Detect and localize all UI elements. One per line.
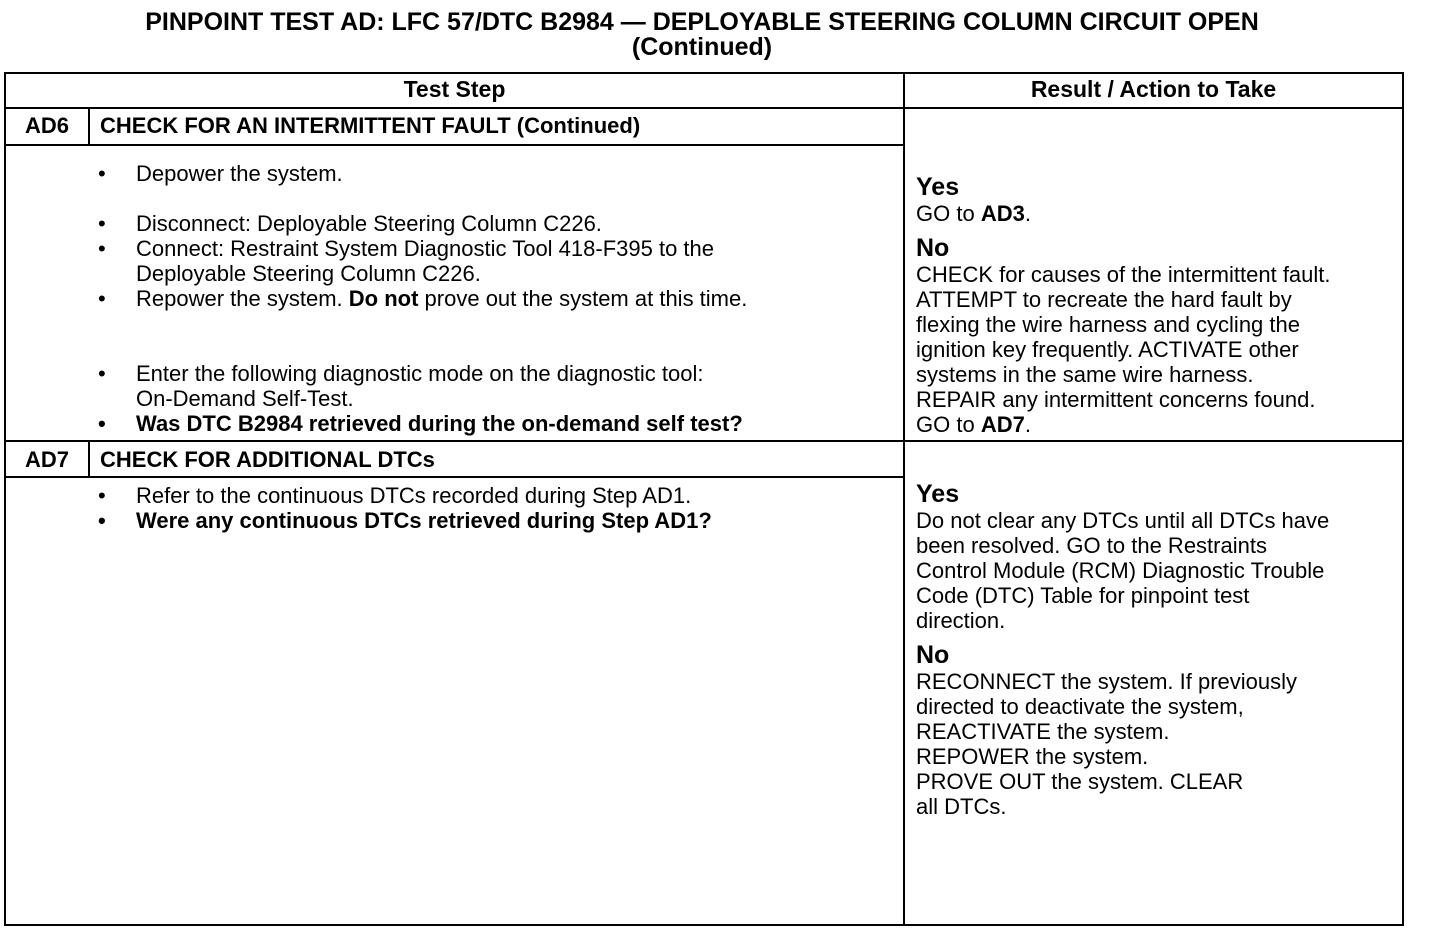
result-no-line: ATTEMPT to recreate the hard fault by <box>916 287 1292 312</box>
result-no-line: systems in the same wire harness. <box>916 362 1254 387</box>
header-divider <box>4 107 1404 109</box>
list-item: • Connect: Restraint System Diagnostic Tool 418-F395 to the Deployable Steering Column C226. <box>98 236 715 286</box>
step-title-ad7: CHECK FOR ADDITIONAL DTCs <box>100 447 435 472</box>
step-ad7-instructions <box>98 483 712 533</box>
ad6-title-divider <box>4 144 904 146</box>
result-yes-line: Do not clear any DTCs until all DTCs have <box>916 508 1330 533</box>
result-yes-line: been resolved. GO to the Restraints <box>916 533 1267 558</box>
result-no-line: all DTCs. <box>916 794 1007 819</box>
row-divider <box>4 440 1404 442</box>
result-no-label: No <box>916 641 950 669</box>
step-ad6-instructions <box>98 161 747 436</box>
list-item: • Refer to the continuous DTCs recorded during Step AD1. <box>98 483 692 508</box>
result-no-label: No <box>916 234 950 262</box>
column-divider <box>903 72 905 926</box>
result-no-line: RECONNECT the system. If previously <box>916 669 1298 694</box>
result-no-line: ignition key frequently. ACTIVATE other <box>916 337 1299 362</box>
list-item: • Was DTC B2984 retrieved during the on-demand self test? <box>98 411 743 436</box>
result-no-line: REACTIVATE the system. <box>916 719 1170 744</box>
list-item: • Repower the system. Do not prove out the system at this time. <box>98 286 748 311</box>
result-yes-label: Yes <box>916 173 960 201</box>
result-ad6 <box>916 173 1402 437</box>
result-yes-line: Code (DTC) Table for pinpoint test <box>916 583 1250 608</box>
ad7-title-divider <box>4 476 904 478</box>
step-title-ad6: CHECK FOR AN INTERMITTENT FAULT (Continued) <box>100 113 641 138</box>
result-no-line: PROVE OUT the system. CLEAR <box>916 769 1244 794</box>
list-item: • Disconnect: Deployable Steering Column C226. <box>98 211 602 236</box>
step-id-ad6: AD6 <box>24 113 69 138</box>
result-no-line: REPAIR any intermittent concerns found. <box>916 387 1316 412</box>
result-yes-line: direction. <box>916 608 1006 633</box>
list-item: • Enter the following diagnostic mode on the diagnostic tool: On-Demand Self-Test. <box>98 361 704 411</box>
list-item: • Were any continuous DTCs retrieved during Step AD1? <box>98 508 712 533</box>
ad7-id-divider <box>88 441 90 477</box>
header-test-step: Test Step <box>403 76 506 102</box>
result-yes-text: GO to AD3. <box>916 201 1031 226</box>
result-no-goto: GO to AD7. <box>916 412 1031 437</box>
result-yes-line: Control Module (RCM) Diagnostic Trouble <box>916 558 1325 583</box>
result-no-line: REPOWER the system. <box>916 744 1149 769</box>
page-subtitle: (Continued) <box>631 33 773 61</box>
list-item: • Depower the system. <box>98 161 343 186</box>
result-ad7 <box>916 480 1402 819</box>
result-yes-label: Yes <box>916 480 960 508</box>
result-no-line: directed to deactivate the system, <box>916 694 1244 719</box>
step-id-ad7: AD7 <box>24 447 69 472</box>
ad6-id-divider <box>88 108 90 145</box>
result-no-line: flexing the wire harness and cycling the <box>916 312 1300 337</box>
result-no-line: CHECK for causes of the intermittent fault. <box>916 262 1331 287</box>
page-title: PINPOINT TEST AD: LFC 57/DTC B2984 — DEPLOYABLE STEERING COLUMN CIRCUIT OPEN <box>145 8 1259 36</box>
header-result: Result / Action to Take <box>1030 76 1277 102</box>
